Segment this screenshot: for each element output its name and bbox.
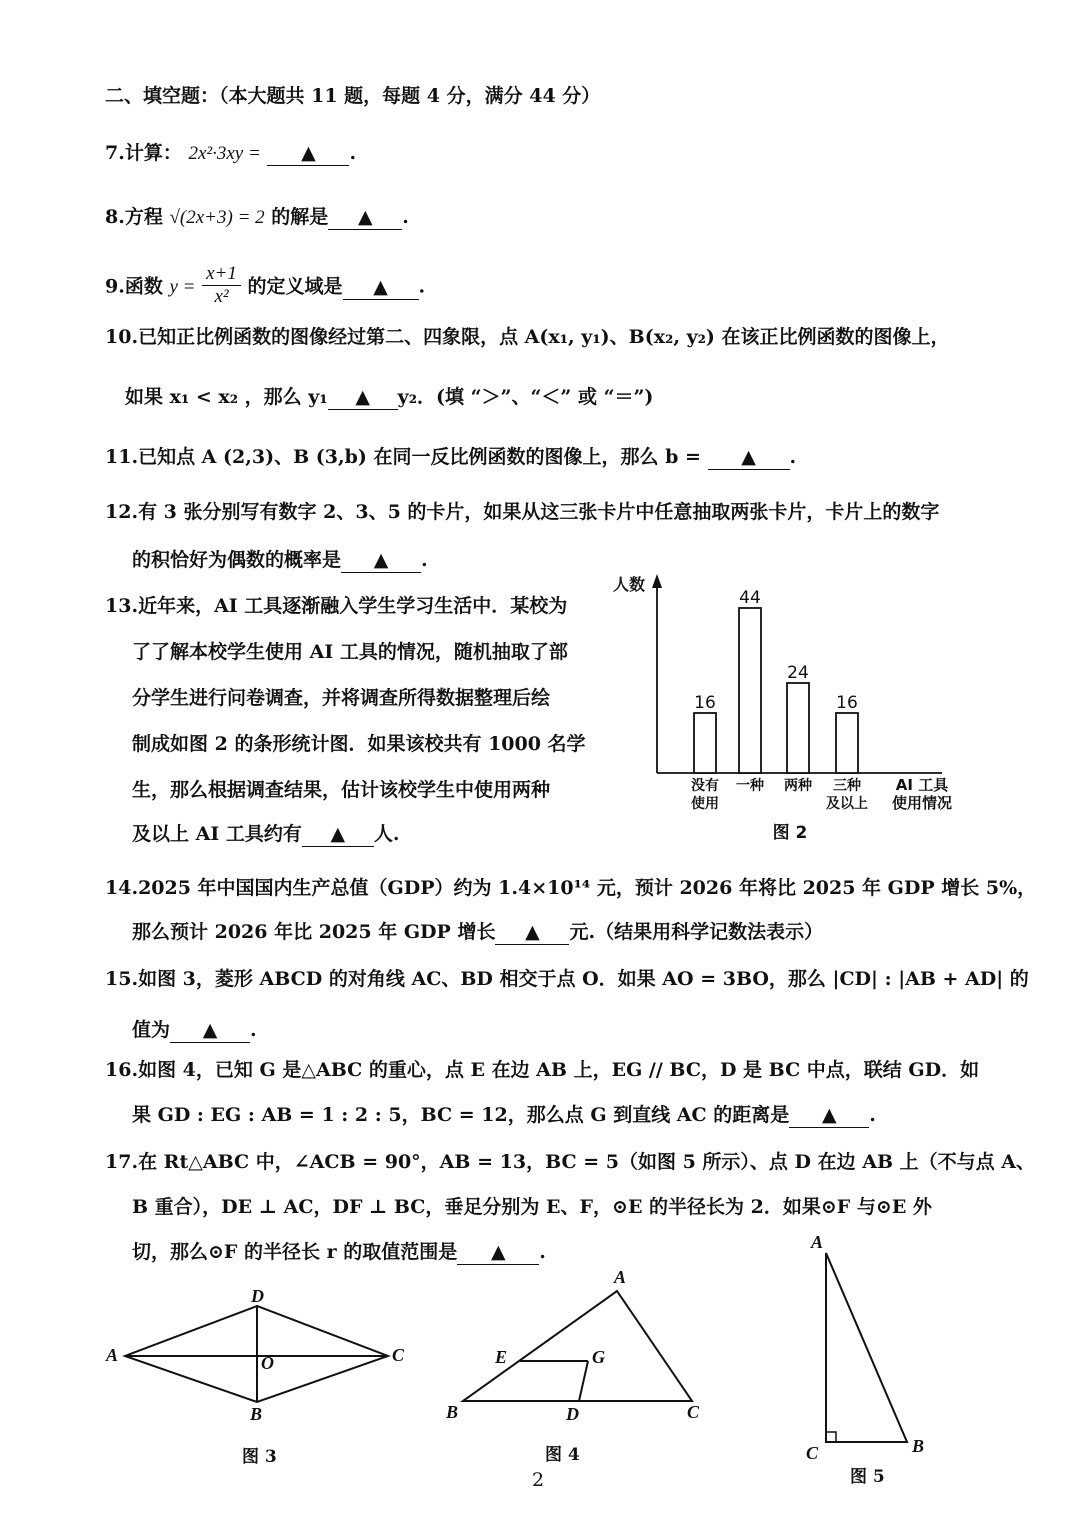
fig4-label-g: G — [592, 1347, 605, 1367]
question-10-line1: 10.已知正比例函数的图像经过第二、四象限，点 A(x₁, y₁)、B(x₂, y₂) 在该正比例函数的图像上， — [105, 326, 950, 348]
fig5-label-a: A — [811, 1232, 824, 1252]
chart-ylabel: 人数 — [613, 575, 646, 594]
figure-3-rhombus — [110, 1290, 410, 1420]
category-tick-label: 一种 — [736, 778, 764, 794]
fig4-label-b: B — [446, 1402, 459, 1422]
question-13-line6: 及以上 AI 工具约有 ▲ 人. — [132, 823, 400, 845]
question-13-line4: 制成如图 2 的条形统计图．如果该校共有 1000 名学 — [132, 733, 586, 755]
fig4-label-d: D — [566, 1404, 579, 1424]
fig3-label-c: C — [392, 1345, 405, 1365]
bar-value-label: 24 — [787, 663, 809, 683]
question-17-line3: 切，那么⊙F 的半径长 r 的取值范围是 ▲ . — [132, 1241, 546, 1263]
answer-blank[interactable]: ▲ — [708, 445, 790, 470]
question-8: 8.方程 √(2x+3) = 2 的解是 ▲ . — [105, 206, 409, 228]
category-tick-label: 使用 — [691, 796, 719, 812]
answer-blank[interactable]: ▲ — [343, 275, 419, 300]
fig4-label-c: C — [687, 1402, 700, 1422]
question-13-line1: 13.近年来，AI 工具逐渐融入学生学习生活中．某校为 — [105, 595, 568, 617]
answer-blank[interactable]: ▲ — [267, 141, 349, 166]
bar-1 — [694, 713, 716, 773]
chart-xlabel-line2: 使用情况 — [891, 794, 953, 812]
answer-blank[interactable]: ▲ — [789, 1103, 869, 1128]
q8-equation: √(2x+3) = 2 — [169, 207, 265, 228]
figure-5-right-triangle — [815, 1248, 915, 1448]
question-13-line3: 分学生进行问卷调查，并将调查所得数据整理后绘 — [132, 687, 551, 709]
fig3-label-a: A — [106, 1345, 119, 1365]
answer-blank[interactable]: ▲ — [328, 385, 398, 410]
section-header: 二、填空题：（本大题共 11 题，每题 4 分，满分 44 分） — [105, 85, 601, 107]
question-10-line2: 如果 x₁ < x₂ ，那么 y₁ ▲ y₂．(填 “＞”、“＜” 或 “＝”) — [125, 386, 654, 408]
fig3-label-d: D — [251, 1286, 264, 1306]
bar-value-label: 16 — [694, 693, 716, 713]
bar-chart — [600, 568, 960, 848]
question-13-line2: 了了解本校学生使用 AI 工具的情况，随机抽取了部 — [132, 641, 568, 663]
y-axis-arrow — [652, 574, 662, 588]
fig5-caption: 图 5 — [850, 1467, 885, 1487]
category-tick-label: 两种 — [784, 778, 812, 794]
category-tick-label: 及以上 — [826, 796, 868, 812]
fig5-label-b: B — [912, 1436, 925, 1456]
bar-4 — [836, 713, 858, 773]
question-15-line2: 值为 ▲ . — [132, 1019, 257, 1041]
question-12-line1: 12.有 3 张分别写有数字 2、3、5 的卡片，如果从这三张卡片中任意抽取两张卡片，卡片上的数字 — [105, 501, 940, 523]
answer-blank[interactable]: ▲ — [495, 920, 569, 945]
fig4-label-a: A — [614, 1267, 627, 1287]
question-12-line2: 的积恰好为偶数的概率是 ▲ . — [132, 549, 428, 571]
figure-4-triangle — [455, 1285, 715, 1415]
chart-title: 图 2 — [772, 823, 808, 843]
question-16-line1: 16.如图 4，已知 G 是△ABC 的重心，点 E 在边 AB 上，EG // BC，D 是 BC 中点，联结 GD．如 — [105, 1059, 980, 1081]
question-15-line1: 15.如图 3，菱形 ABCD 的对角线 AC、BD 相交于点 O．如果 AO = 3BO，那么 |CD| : |AB + AD| 的 — [105, 968, 1029, 990]
q7-expression: 2x²·3xy = — [188, 143, 261, 164]
question-17-line2: B 重合），DE ⊥ AC，DF ⊥ BC，垂足分别为 E、F，⊙E 的半径长为 2．如果⊙F 与⊙E 外 — [132, 1196, 932, 1218]
category-tick-label: 没有 — [691, 778, 719, 794]
answer-blank[interactable]: ▲ — [328, 205, 402, 230]
fig3-label-o: O — [261, 1353, 274, 1373]
question-7: 7.计算： 2x²·3xy = ▲ . — [105, 142, 357, 164]
question-16-line2: 果 GD : EG : AB = 1 : 2 : 5，BC = 12，那么点 G 到直线 AC 的距离是 ▲ . — [132, 1104, 876, 1126]
fig5-label-c: C — [806, 1443, 819, 1463]
fig4-caption: 图 4 — [545, 1445, 580, 1465]
q9-fraction: $\frac{x+1}{\text{x²}}$ — [202, 263, 241, 308]
fig3-caption: 图 3 — [242, 1447, 277, 1467]
question-13-line5: 生，那么根据调查结果，估计该校学生中使用两种 — [132, 779, 551, 801]
question-17-line1: 17.在 Rt△ABC 中，∠ACB = 90°，AB = 13，BC = 5（如图 5 所示）、点 D 在边 AB 上（不与点 A、 — [105, 1151, 1036, 1173]
fig4-label-e: E — [495, 1347, 508, 1367]
fig3-label-b: B — [250, 1404, 263, 1424]
question-14-line2: 那么预计 2026 年比 2025 年 GDP 增长 ▲ 元.（结果用科学记数法表示） — [132, 921, 824, 943]
page-number: 2 — [532, 1469, 545, 1491]
answer-blank[interactable]: ▲ — [457, 1240, 539, 1265]
answer-blank[interactable]: ▲ — [170, 1018, 250, 1043]
question-9: 9.函数 y = $\frac{x+1}{\text{x²}}$ 的定义域是 ▲ . — [105, 263, 426, 307]
question-14-line1: 14.2025 年中国国内生产总值（GDP）约为 1.4×10¹⁴ 元，预计 2026 年将比 2025 年 GDP 增长 5%， — [105, 877, 1037, 899]
bar-value-label: 44 — [739, 588, 761, 608]
answer-blank[interactable]: ▲ — [302, 822, 374, 847]
question-11: 11.已知点 A (2,3)、B (3,b) 在同一反比例函数的图像上，那么 b = ▲ . — [105, 446, 797, 468]
bar-2 — [739, 608, 761, 773]
chart-xlabel-line1: AI 工具 — [895, 776, 949, 794]
answer-blank[interactable]: ▲ — [341, 548, 421, 573]
bar-value-label: 16 — [836, 693, 858, 713]
category-tick-label: 三种 — [833, 778, 861, 794]
bar-3 — [787, 683, 809, 773]
